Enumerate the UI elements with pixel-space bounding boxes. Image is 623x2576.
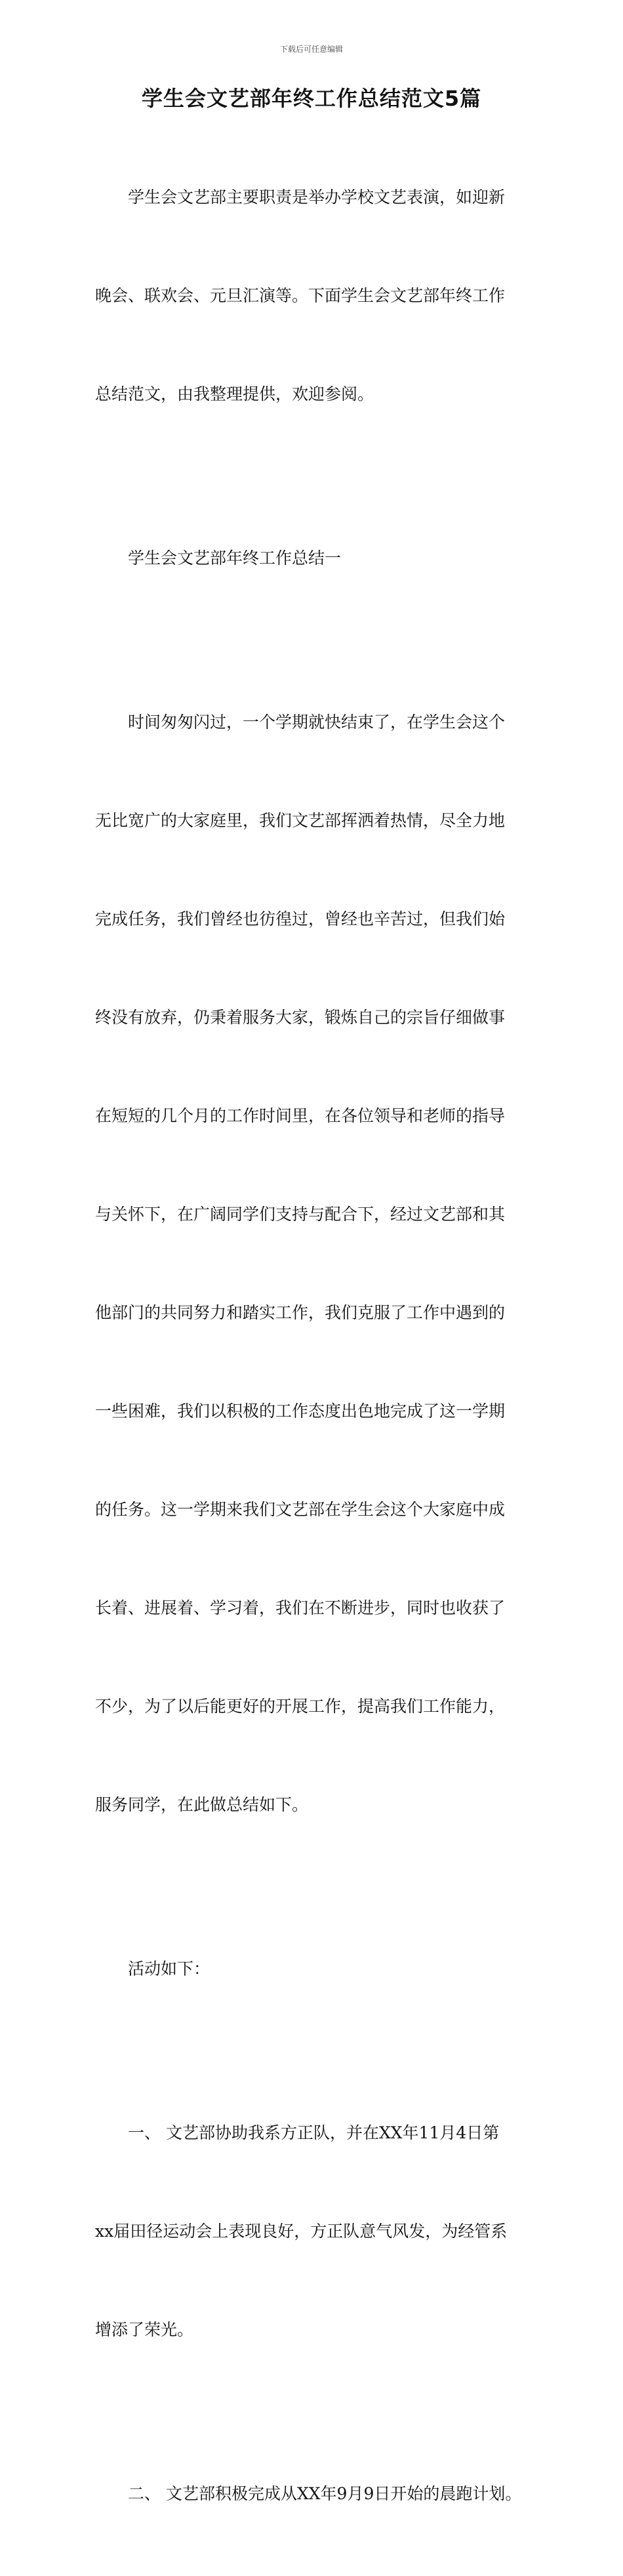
text-line: 长着、进展着、学习着，我们在不断进步，同时也收获了	[95, 1598, 506, 1617]
text-line: 在短短的几个月的工作时间里，在各位领导和老师的指导	[95, 1106, 506, 1125]
activity-item-2	[95, 2412, 533, 2576]
document-body	[95, 115, 533, 2576]
text-line: 的任务。这一学期来我们文艺部在学生会这个大家庭中成	[95, 1500, 506, 1519]
paragraph-main	[95, 640, 533, 1887]
text-line: 总结范文，由我整理提供，欢迎参阅。	[95, 384, 374, 404]
text-line: 一些困难，我们以积极的工作态度出色地完成了这一学期	[95, 1402, 506, 1421]
text-line: 活动如下：	[128, 1959, 211, 1978]
paragraph-intro	[95, 115, 533, 476]
text-line: 不少，为了以后能更好的开展工作，提高我们工作能力，	[95, 1697, 506, 1716]
text-line: 服务同学，在此做总结如下。	[95, 1795, 309, 1814]
text-line: 二、 文艺部积极完成从XX年9月9日开始的晨跑计划。	[128, 2484, 522, 2503]
text-line: 学生会文艺部年终工作总结一	[128, 549, 342, 568]
text-line: 学生会文艺部主要职责是举办学校文艺表演，如迎新	[128, 188, 506, 207]
text-line: 完成任务，我们曾经也彷徨过，曾经也辛苦过，但我们始	[95, 909, 506, 928]
text-line: 无比宽广的大家庭里，我们文艺部挥洒着热情，尽全力地	[95, 811, 506, 830]
text-line: xx届田径运动会上表现良好，方正队意气风发，为经管系	[95, 2222, 508, 2241]
text-line: 终没有放弃，仍秉着服务大家，锻炼自己的宗旨仔细做事	[95, 1008, 506, 1027]
document-title: 学生会文艺部年终工作总结范文5篇	[141, 86, 482, 111]
text-line: 他部门的共同努力和踏实工作，我们克服了工作中遇到的	[95, 1303, 506, 1322]
text-line: 与关怀下，在广阔同学们支持与配合下，经过文艺部和其	[95, 1205, 506, 1224]
text-line: 晚会、联欢会、元旦汇演等。下面学生会文艺部年终工作	[95, 286, 506, 305]
activity-item-1	[95, 2051, 533, 2412]
header-note: 下载后可任意编辑	[279, 45, 343, 54]
text-line: 增添了荣光。	[95, 2320, 194, 2339]
text-line: 一、 文艺部协助我系方正队，并在XX年11月4日第	[128, 2123, 500, 2142]
section-heading	[95, 476, 533, 640]
activities-heading	[95, 1887, 533, 2051]
text-line: 时间匆匆闪过，一个学期就快结束了，在学生会这个	[128, 713, 506, 732]
